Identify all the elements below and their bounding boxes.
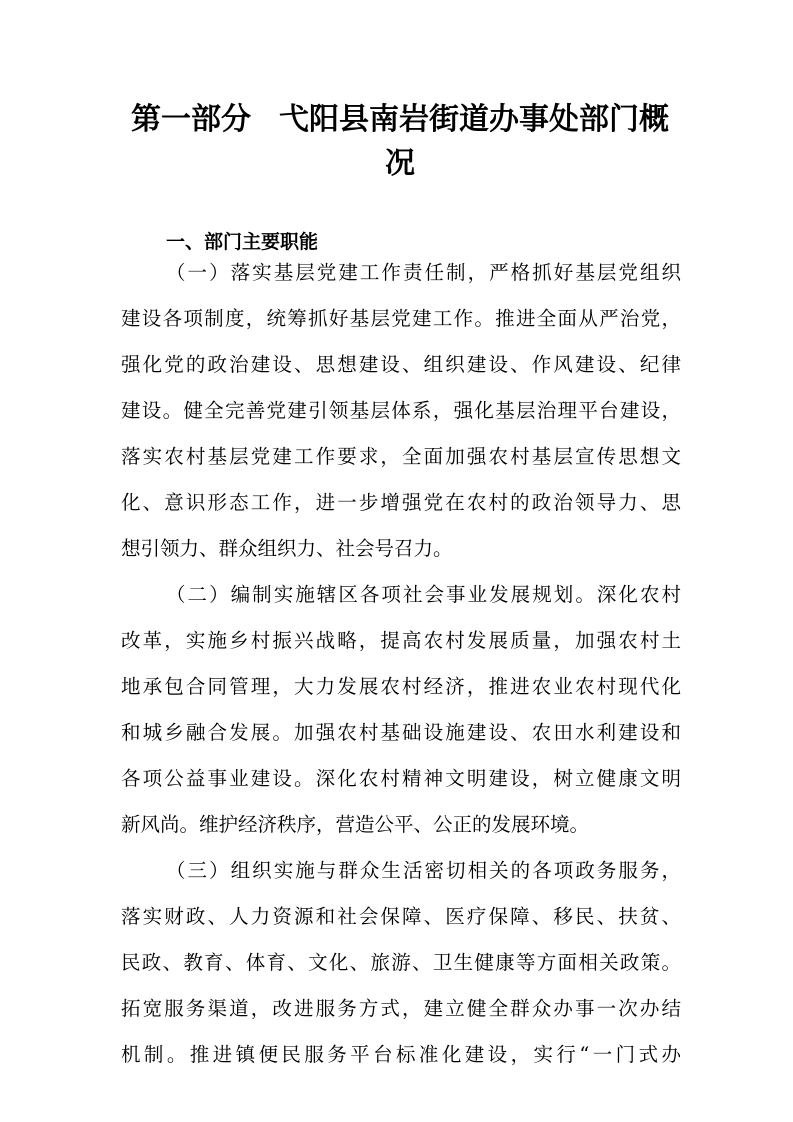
- page-title-line-1: [100, 100, 700, 140]
- paragraph-1-line-3: 强化党的政治建设、思想建设、组织建设、作风建设、纪律: [121, 353, 681, 376]
- paragraph-1-line-2: 建设各项制度，统筹抓好基层党建工作。推进全面从严治党，: [121, 307, 681, 330]
- section-heading: 一、部门主要职能: [166, 231, 319, 253]
- paragraph-1-line-6: 化、意识形态工作，进一步增强党在农村的政治领导力、思: [121, 491, 681, 514]
- paragraph-3-line-2: 落实财政、人力资源和社会保障、医疗保障、移民、扶贫、: [121, 905, 681, 928]
- paragraph-2-line-4: 和城乡融合发展。加强农村基础设施建设、农田水利建设和: [121, 721, 681, 744]
- title-part-label: 第一部分: [131, 102, 251, 137]
- paragraph-2-line-6: 新风尚。维护经济秩序，营造公平、公正的发展环境。: [121, 813, 590, 836]
- paragraph-3-line-1: （三）组织实施与群众生活密切相关的各项政务服务，: [166, 859, 681, 882]
- page-title-line-2: 况: [385, 146, 415, 181]
- paragraph-2-line-1: （二）编制实施辖区各项社会事业发展规划。深化农村: [166, 583, 681, 606]
- paragraph-2-line-2: 改革，实施乡村振兴战略，提高农村发展质量，加强农村土: [121, 629, 681, 652]
- paragraph-1-line-7: 想引领力、群众组织力、社会号召力。: [121, 537, 453, 560]
- paragraph-1-line-4: 建设。健全完善党建引领基层体系，强化基层治理平台建设，: [121, 399, 681, 422]
- paragraph-1-line-5: 落实农村基层党建工作要求，全面加强农村基层宣传思想文: [121, 445, 681, 468]
- title-part-name: 弋阳县南岩街道办事处部门概: [279, 102, 669, 137]
- paragraph-2-line-3: 地承包合同管理，大力发展农村经济，推进农业农村现代化: [121, 675, 681, 698]
- paragraph-3-line-3: 民政、教育、体育、文化、旅游、卫生健康等方面相关政策。: [121, 951, 681, 974]
- paragraph-2-line-5: 各项公益事业建设。深化农村精神文明建设，树立健康文明: [121, 767, 681, 790]
- paragraph-1-line-1: （一）落实基层党建工作责任制，严格抓好基层党组织: [166, 261, 681, 284]
- paragraph-3-line-4: 拓宽服务渠道，改进服务方式，建立健全群众办事一次办结: [121, 997, 681, 1020]
- paragraph-3-line-5: 机制。推进镇便民服务平台标准化建设，实行“一门式办: [121, 1043, 681, 1066]
